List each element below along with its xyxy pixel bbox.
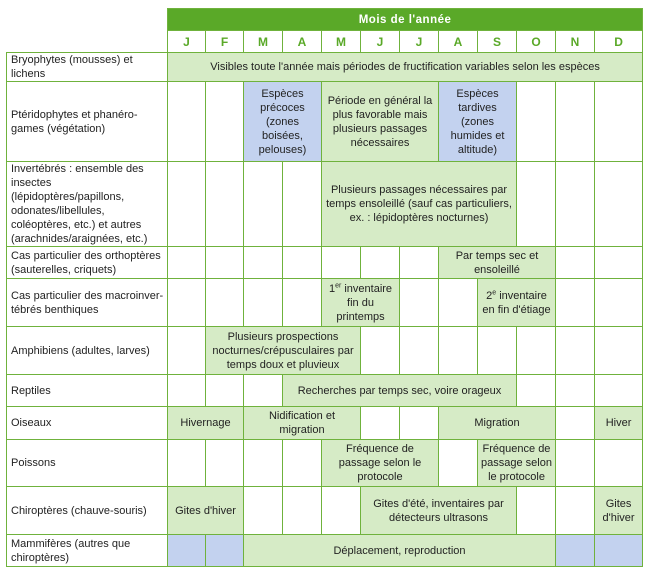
empty-cell [556, 82, 595, 162]
empty-cell [168, 327, 206, 375]
row-label: Cas particulier des macroinver-tébrés benthiques [7, 279, 168, 327]
row-label: Invertébrés : ensemble des insectes (lépidoptères/papillons, odonates/libellules, coléoptères, etc.) et autres (arachnides/araignées, etc.) [7, 162, 168, 247]
empty-cell [595, 440, 643, 487]
period-cell-late: Espèces tardives (zones humides et altitude) [439, 82, 517, 162]
empty-cell [439, 440, 478, 487]
empty-cell [478, 327, 517, 375]
empty-cell [517, 375, 556, 407]
row-amphibiens [7, 327, 643, 375]
period-cell-main: Période en général la plus favorable mais plusieurs passages nécessaires [322, 82, 439, 162]
empty-cell [556, 247, 595, 279]
row-poissons [7, 440, 643, 487]
empty-cell [595, 162, 643, 247]
empty-cell [168, 162, 206, 247]
period-cell-summer-roosts: Gites d'été, inventaires par détecteurs ultrasons [361, 487, 517, 535]
empty-cell [206, 279, 244, 327]
empty-cell [322, 487, 361, 535]
month-jan: J [168, 31, 206, 53]
row-reptiles [7, 375, 643, 407]
empty-cell [595, 247, 643, 279]
row-label: Amphibiens (adultes, larves) [7, 327, 168, 375]
empty-cell [400, 279, 439, 327]
first-inventory-number: 1 [328, 282, 336, 295]
empty-cell [361, 247, 400, 279]
period-cell: Plusieurs passages nécessaires par temps ensoleillé (sauf cas particuliers, ex. : lépidoptères nocturnes) [322, 162, 517, 247]
row-label: Poissons [7, 440, 168, 487]
blue-cell [206, 535, 244, 567]
empty-cell [556, 279, 595, 327]
period-cell: Déplacement, reproduction [244, 535, 556, 567]
calendar-table-wrapper [6, 8, 643, 567]
row-orthopteres [7, 247, 643, 279]
row-macroinvertebres [7, 279, 643, 327]
calendar-table [6, 8, 643, 567]
month-may: M [322, 31, 361, 53]
empty-cell [595, 375, 643, 407]
header-corner [7, 9, 168, 31]
empty-cell [168, 82, 206, 162]
empty-cell [168, 440, 206, 487]
month-dec: D [595, 31, 643, 53]
empty-cell [361, 327, 400, 375]
empty-cell [283, 487, 322, 535]
row-oiseaux [7, 407, 643, 440]
empty-cell [556, 162, 595, 247]
empty-cell [244, 247, 283, 279]
empty-cell [400, 407, 439, 440]
blue-cell [595, 535, 643, 567]
month-aug: A [439, 31, 478, 53]
period-cell-winter-roosts: Gites d'hiver [168, 487, 244, 535]
row-bryophytes [7, 53, 643, 82]
second-inventory-sup: e [492, 288, 497, 296]
period-cell: Par temps sec et ensoleillé [439, 247, 556, 279]
empty-cell [283, 162, 322, 247]
period-cell-wintering: Hivernage [168, 407, 244, 440]
months-corner [7, 31, 168, 53]
empty-cell [556, 327, 595, 375]
period-cell: Recherches par temps sec, voire orageux [283, 375, 517, 407]
row-label: Ptéridophytes et phanéro-games (végétation) [7, 82, 168, 162]
empty-cell [206, 375, 244, 407]
empty-cell [400, 247, 439, 279]
empty-cell [283, 440, 322, 487]
empty-cell [168, 279, 206, 327]
empty-cell [517, 487, 556, 535]
period-cell-winter: Hiver [595, 407, 643, 440]
period-cell: Visibles toute l'année mais périodes de fructification variables selon les espèces [168, 53, 643, 82]
period-cell-winter-roosts-dec: Gites d'hiver [595, 487, 643, 535]
month-nov: N [556, 31, 595, 53]
empty-cell [283, 247, 322, 279]
month-feb: F [206, 31, 244, 53]
empty-cell [400, 327, 439, 375]
row-label: Cas particulier des orthoptères (sauterelles, criquets) [7, 247, 168, 279]
first-inventory-sup: er [335, 281, 342, 289]
row-mammiferes [7, 535, 643, 567]
empty-cell [322, 247, 361, 279]
period-cell-early: Espèces précoces (zones boisées, pelouses) [244, 82, 322, 162]
second-inventory-number: 2 [486, 289, 493, 302]
row-label: Mammifères (autres que chiroptères) [7, 535, 168, 567]
empty-cell [206, 82, 244, 162]
period-cell-nesting: Nidification et migration [244, 407, 361, 440]
empty-cell [244, 375, 283, 407]
empty-cell [244, 279, 283, 327]
empty-cell [517, 162, 556, 247]
row-invertebrates [7, 162, 643, 247]
empty-cell [439, 327, 478, 375]
empty-cell [361, 407, 400, 440]
month-apr: A [283, 31, 322, 53]
row-label: Reptiles [7, 375, 168, 407]
empty-cell [206, 162, 244, 247]
period-cell: Plusieurs prospections nocturnes/crépusculaires par temps doux et pluvieux [206, 327, 361, 375]
month-oct: O [517, 31, 556, 53]
month-jun: J [361, 31, 400, 53]
row-label: Oiseaux [7, 407, 168, 440]
empty-cell [556, 375, 595, 407]
row-chiropteres [7, 487, 643, 535]
period-cell-frequency-autumn: Fréquence de passage selon le protocole [478, 440, 556, 487]
month-mar: M [244, 31, 283, 53]
months-header: Mois de l'année [168, 9, 643, 31]
months-row [7, 31, 643, 53]
period-cell-frequency-spring: Fréquence de passage selon le protocole [322, 440, 439, 487]
header-row [7, 9, 643, 31]
row-pteridophytes [7, 82, 643, 162]
period-cell-second-inventory [478, 279, 556, 327]
empty-cell [244, 487, 283, 535]
empty-cell [556, 440, 595, 487]
empty-cell [244, 440, 283, 487]
empty-cell [244, 162, 283, 247]
period-cell-migration: Migration [439, 407, 556, 440]
empty-cell [517, 327, 556, 375]
empty-cell [556, 407, 595, 440]
empty-cell [283, 279, 322, 327]
empty-cell [556, 487, 595, 535]
second-inventory-text: inventaire en fin d'étiage [482, 289, 551, 316]
first-inventory-text: inventaire fin du printemps [336, 282, 393, 323]
empty-cell [439, 279, 478, 327]
row-label: Bryophytes (mousses) et lichens [7, 53, 168, 82]
empty-cell [206, 247, 244, 279]
blue-cell [168, 535, 206, 567]
period-cell-first-inventory [322, 279, 400, 327]
empty-cell [595, 82, 643, 162]
empty-cell [168, 375, 206, 407]
empty-cell [595, 327, 643, 375]
empty-cell [206, 440, 244, 487]
blue-cell [556, 535, 595, 567]
row-label: Chiroptères (chauve-souris) [7, 487, 168, 535]
empty-cell [168, 247, 206, 279]
empty-cell [595, 279, 643, 327]
month-sep: S [478, 31, 517, 53]
empty-cell [517, 82, 556, 162]
month-jul: J [400, 31, 439, 53]
